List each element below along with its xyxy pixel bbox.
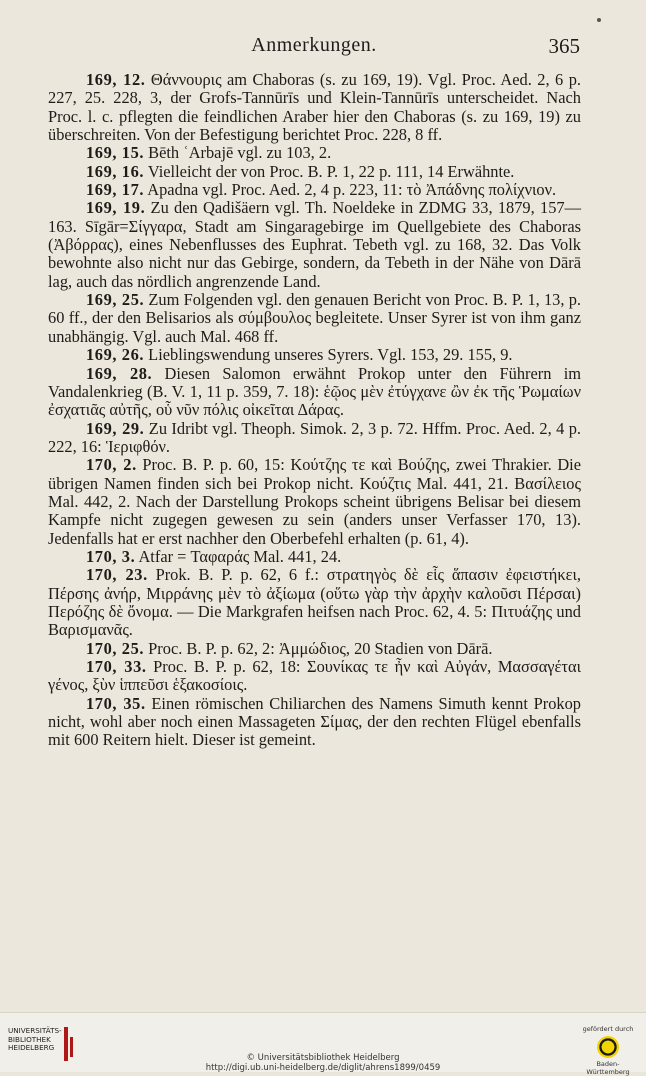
annotation-entry — [48, 548, 581, 566]
annotation-entry — [48, 365, 581, 420]
annotation-entry — [48, 291, 581, 346]
annotation-entry — [48, 640, 581, 658]
print-speck — [597, 18, 601, 22]
line-reference: 169, 15. — [86, 143, 145, 163]
annotation-entry — [48, 346, 581, 364]
copyright-notice — [0, 1053, 646, 1073]
page-number: 365 — [548, 34, 580, 58]
line-reference: 169, 12. — [86, 70, 146, 89]
annotation-entry — [48, 658, 581, 695]
annotation-text: Zu Idribt vgl. Theoph. Simok. 2, 3 p. 72. Hffm. Proc. Aed. 2, 4 p. 222, 16: Ἱεριφθόν. — [48, 418, 581, 456]
line-reference: 170, 23. — [86, 565, 148, 585]
annotation-text: Prok. B. P. p. 62, 6 f.: στρατηγὸς δὲ εἷς ἅπασιν ἐφειστήκει, Πέρσης ἀνήρ, Μιρράνης μὲν τὸ ἀξίωμα (οὕτω γὰρ τὴν ἀρχὴν καλοῦσι Πέρσαι) Περόζης δὲ ὄνομα. — Die Markgrafen heifsen nach Proc. 62, 4. 5: Πιτυάζης und Βαρισμανᾶς. — [48, 565, 582, 640]
annotation-text: Proc. B. P. p. 62, 18: Σουνίκας τε ἦν καὶ Αὐγάν, Μασσαγέται γένος, ξὺν ἱππεῦσι ἑξακοσίοις. — [48, 657, 581, 695]
annotation-entry — [48, 695, 581, 750]
line-reference: 170, 3. — [86, 546, 136, 566]
line-reference: 170, 25. — [86, 638, 145, 658]
annotation-text: Proc. B. P. p. 62, 2: Ἀμμώδιος, 20 Stadien von Dārā. — [144, 638, 493, 658]
annotation-text: Zu den Qadišäern vgl. Th. Noeldeke in ZDMG 33, 1879, 157—163. Sīgār=Σίγγαρα, Stadt am Singaragebirge im Quellgebiete des Chaboras (Ἀβόρρας), eines Nebenflusses des Euphrat. Tebeth vgl. zu 168, 32. Das Volk bewohnte also nicht nur das Gebirge, sondern, da Tebeth in der Nähe von Dārā lag, auch das nördlich angrenzende Land. — [48, 198, 581, 291]
annotation-entry — [48, 71, 581, 144]
line-reference: 170, 35. — [86, 693, 146, 713]
annotation-text: Bēth ʿArbajē vgl. zu 103, 2. — [144, 143, 332, 163]
line-reference: 169, 17. — [86, 180, 145, 200]
line-reference: 169, 26. — [86, 345, 145, 365]
annotations-body — [48, 71, 581, 750]
permalink[interactable]: http://digi.ub.uni-heidelberg.de/diglit/ahrens1899/0459 — [205, 1063, 441, 1073]
annotation-text: Einen römischen Chiliarchen des Namens Simuth kennt Prokop nicht, wohl aber noch einen Massageten Σίμας, der den rechten Flügel ebenfalls mit 600 Reitern hielt. Dieser ist gemeint. — [48, 693, 581, 750]
annotation-text: Apadna vgl. Proc. Aed. 2, 4 p. 223, 11: τὸ Ἀπάδνης πολίχνιον. — [144, 180, 557, 200]
page-header — [48, 34, 580, 60]
line-reference: 169, 19. — [86, 198, 146, 218]
annotation-text: Diesen Salomon erwähnt Prokop unter den Führern im Vandalenkrieg (B. V. 1, 11 p. 359, 7. 18): ἑῷος μὲν ἐτύγχανε ὢν ἐκ τῆς Ῥωμαίων ἐσχατιᾶς αὐτῆς, οὗ νῦν πόλις οἰκεῖται Δάρας. — [48, 363, 581, 420]
copyright-text: © Universitätsbibliothek Heidelberg — [246, 1053, 400, 1063]
annotation-entry — [48, 144, 581, 162]
annotation-text: Atfar = Ταφαράς Mal. 441, 24. — [135, 546, 342, 566]
state-seal-icon — [597, 1036, 619, 1058]
line-reference: 169, 16. — [86, 161, 145, 181]
annotation-entry — [48, 566, 581, 639]
funder-logo — [578, 1025, 638, 1076]
line-reference: 169, 28. — [86, 363, 153, 383]
funder-label: gefördert durch — [582, 1025, 634, 1033]
annotation-entry — [48, 199, 581, 291]
funder-name: Baden-Württemberg — [586, 1060, 630, 1076]
line-reference: 170, 2. — [86, 455, 137, 475]
digitization-footer — [0, 1012, 646, 1076]
annotation-entry — [48, 181, 581, 199]
annotation-entry — [48, 163, 581, 181]
line-reference: 169, 25. — [86, 290, 145, 310]
library-logo-text: UNIVERSITÄTS-BIBLIOTHEK HEIDELBERG — [8, 1026, 62, 1053]
annotation-text: Vielleicht der von Proc. B. P. 1, 22 p. 111, 14 Erwähnte. — [144, 161, 515, 181]
annotation-entry — [48, 420, 581, 457]
annotation-text: Zum Folgenden vgl. den genauen Bericht von Proc. B. P. 1, 13, p. 60 ff., der den Belisarios als σύμβουλος begleitete. Unser Syrer ist von ihm ganz unabhängig. Vgl. auch Mal. 468 ff. — [48, 290, 581, 346]
annotation-text: Θάννουρις am Chaboras (s. zu 169, 19). Vgl. Proc. Aed. 2, 6 p. 227, 25. 228, 3, der Grofs-Tannūrīs und Klein-Tannūrīs unterscheidet. Nach Proc. l. c. pflegten die feindlichen Araber hier den Chaboras (s. zu 169, 19) zu überschreiten. Von der Befestigung berichtet Proc. 228, 8 ff. — [48, 70, 581, 145]
annotation-text: Proc. B. P. p. 60, 15: Κούτζης τε καὶ Βούζης, zwei Thrakier. Die übrigen Namen finden sich bei Prokop nicht. Κούζτις Mal. 441, 21. Βασίλειος Mal. 442, 2. Nach der Darstellung Prokops scheint übrigens Belisar bei diesem Kampfe nicht zugegen gewesen zu sein (anders unser Verfasser 170, 13). Jedenfalls hat er erst nachher den Oberbefehl erhalten (p. 61, 4). — [48, 455, 582, 548]
annotation-entry — [48, 456, 581, 548]
line-reference: 169, 29. — [86, 418, 145, 438]
running-title: Anmerkungen. — [251, 34, 377, 56]
line-reference: 170, 33. — [86, 657, 147, 676]
annotation-text: Lieblingswendung unseres Syrers. Vgl. 153, 29. 155, 9. — [144, 345, 513, 365]
